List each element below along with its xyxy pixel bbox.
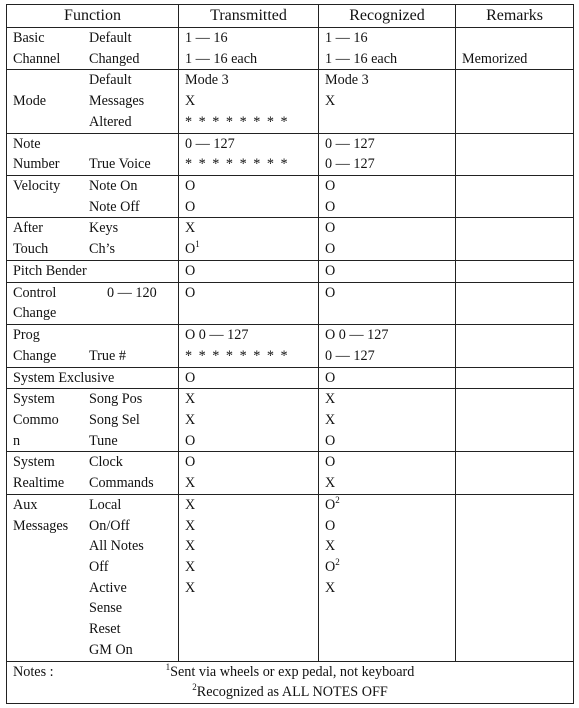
transmitted-value: O — [185, 454, 196, 471]
recognized-cell — [319, 28, 456, 70]
recognized-line — [325, 303, 449, 324]
remarks-line — [462, 176, 567, 197]
recognized-line — [325, 112, 449, 133]
remarks-line — [462, 303, 567, 324]
function-sub: Ch’s — [89, 241, 116, 258]
recognized-value: 0 — 127 — [325, 135, 375, 152]
function-line — [13, 91, 172, 112]
transmitted-line — [185, 410, 312, 431]
transmitted-value: O — [185, 262, 196, 279]
recognized-cell — [319, 452, 456, 494]
remarks-line — [462, 197, 567, 218]
recognized-cell — [319, 133, 456, 175]
recognized-value: O — [325, 369, 336, 386]
function-sub: Note Off — [89, 198, 140, 215]
remarks-line — [462, 325, 567, 346]
table-row — [7, 176, 574, 218]
remarks-line — [462, 640, 567, 661]
recognized-value: O — [325, 558, 336, 575]
remarks-cell — [456, 133, 574, 175]
remarks-cell — [456, 367, 574, 389]
transmitted-cell — [179, 133, 319, 175]
header-row — [7, 5, 574, 28]
remarks-line — [462, 410, 567, 431]
function-label: After — [13, 220, 43, 237]
recognized-value: X — [325, 579, 336, 596]
header-recognized: Recognized — [319, 5, 456, 28]
remarks-cell — [456, 494, 574, 661]
function-sub: True # — [89, 347, 126, 364]
function-line — [13, 598, 172, 619]
transmitted-value: 1 — 16 each — [185, 50, 258, 67]
recognized-value: O — [325, 241, 336, 258]
note-number: 2 — [192, 682, 197, 693]
remarks-line — [462, 49, 567, 70]
transmitted-value: O — [185, 369, 196, 386]
transmitted-cell — [179, 176, 319, 218]
recognized-line — [325, 431, 449, 452]
remarks-cell — [456, 176, 574, 218]
notes-row — [7, 661, 574, 703]
recognized-line — [325, 473, 449, 494]
recognized-cell — [319, 176, 456, 218]
footnote-marker: 1 — [195, 239, 200, 250]
function-cell — [7, 133, 179, 175]
recognized-line — [325, 283, 449, 304]
recognized-cell — [319, 260, 456, 282]
recognized-line — [325, 134, 449, 155]
recognized-line — [325, 346, 449, 367]
transmitted-line — [185, 283, 312, 304]
table-row — [7, 494, 574, 661]
remarks-line — [462, 261, 567, 282]
recognized-line — [325, 239, 449, 260]
function-cell — [7, 494, 179, 661]
function-line — [13, 176, 172, 197]
remarks-line — [462, 389, 567, 410]
function-line — [13, 452, 172, 473]
transmitted-line — [185, 218, 312, 239]
function-label: Control — [13, 284, 57, 301]
function-sub: Changed — [89, 50, 140, 67]
recognized-value: X — [325, 391, 336, 408]
function-label: Basic — [13, 30, 45, 46]
notes-list — [13, 662, 567, 703]
recognized-line — [325, 325, 449, 346]
transmitted-line — [185, 49, 312, 70]
function-label: Realtime — [13, 475, 65, 492]
transmitted-line — [185, 368, 312, 389]
transmitted-cell — [179, 367, 319, 389]
function-line — [13, 70, 172, 91]
table-row — [7, 260, 574, 282]
function-line — [13, 325, 172, 346]
function-cell — [7, 28, 179, 70]
remarks-line — [462, 368, 567, 389]
function-line — [13, 389, 172, 410]
transmitted-line — [185, 28, 312, 49]
recognized-line — [325, 495, 449, 516]
function-sub: All Notes — [89, 538, 144, 555]
transmitted-line — [185, 261, 312, 282]
table-row — [7, 218, 574, 260]
remarks-line — [462, 218, 567, 239]
remarks-line — [462, 134, 567, 155]
header-function: Function — [7, 5, 179, 28]
remarks-line — [462, 619, 567, 640]
function-sub: Tune — [89, 432, 118, 449]
function-label: System — [13, 454, 55, 471]
function-sub: Off — [89, 558, 109, 575]
function-sub: Commands — [89, 475, 154, 492]
recognized-value: O — [325, 432, 336, 449]
function-sub: Altered — [89, 113, 132, 130]
transmitted-line — [185, 91, 312, 112]
function-label: Change — [13, 347, 57, 364]
function-label: Touch — [13, 241, 49, 258]
function-line — [13, 619, 172, 640]
function-line — [13, 218, 172, 239]
function-line — [13, 28, 172, 49]
function-sub: Messages — [89, 93, 145, 110]
recognized-cell — [319, 282, 456, 324]
remarks-cell — [456, 389, 574, 452]
recognized-cell — [319, 389, 456, 452]
recognized-line — [325, 261, 449, 282]
function-line — [13, 346, 172, 367]
transmitted-line — [185, 325, 312, 346]
recognized-value: O — [325, 517, 336, 534]
function-cell — [7, 70, 179, 133]
transmitted-line — [185, 112, 312, 133]
function-line — [13, 49, 172, 70]
function-line — [13, 283, 172, 304]
function-label: Messages — [13, 517, 69, 534]
transmitted-line — [185, 473, 312, 494]
transmitted-value: X — [185, 411, 196, 428]
transmitted-line — [185, 239, 312, 260]
transmitted-line — [185, 516, 312, 537]
function-sub: 0 — 120 — [107, 284, 157, 301]
footnote-marker: 2 — [335, 556, 340, 567]
transmitted-line — [185, 536, 312, 557]
recognized-value: 0 — 127 — [325, 347, 375, 364]
recognized-line — [325, 197, 449, 218]
transmitted-line — [185, 578, 312, 599]
table-row — [7, 133, 574, 175]
transmitted-value: O — [185, 432, 196, 449]
recognized-value: X — [325, 538, 336, 555]
transmitted-value: X — [185, 579, 196, 596]
transmitted-value: * * * * * * * * — [185, 347, 290, 364]
remarks-cell — [456, 260, 574, 282]
function-sub: Default — [89, 30, 132, 46]
table-row — [7, 325, 574, 367]
remarks-value: Memorized — [462, 50, 528, 67]
function-label: Pitch Bender — [13, 262, 87, 279]
function-line — [13, 239, 172, 260]
transmitted-cell — [179, 325, 319, 367]
recognized-line — [325, 598, 449, 619]
function-line — [13, 134, 172, 155]
function-label: Prog — [13, 327, 40, 344]
recognized-line — [325, 176, 449, 197]
remarks-cell — [456, 70, 574, 133]
function-label: System — [13, 391, 55, 408]
function-line — [13, 473, 172, 494]
function-sub: Song Pos — [89, 391, 143, 408]
recognized-cell — [319, 325, 456, 367]
function-cell — [7, 389, 179, 452]
transmitted-cell — [179, 452, 319, 494]
function-sub: Clock — [89, 454, 123, 471]
transmitted-value: X — [185, 93, 196, 110]
recognized-line — [325, 91, 449, 112]
recognized-line — [325, 154, 449, 175]
remarks-cell — [456, 452, 574, 494]
table-row — [7, 28, 574, 70]
function-cell — [7, 367, 179, 389]
function-sub: GM On — [89, 641, 133, 658]
recognized-value: O — [325, 496, 336, 513]
recognized-value: O — [325, 220, 336, 237]
transmitted-value: X — [185, 517, 196, 534]
transmitted-value: Mode 3 — [185, 72, 229, 89]
function-label: Commo — [13, 411, 59, 428]
transmitted-value: * * * * * * * * — [185, 113, 290, 130]
transmitted-value: X — [185, 558, 196, 575]
function-line — [13, 197, 172, 218]
transmitted-value: X — [185, 496, 196, 513]
transmitted-line — [185, 495, 312, 516]
function-label: Number — [13, 156, 60, 173]
transmitted-value: O 0 — 127 — [185, 327, 249, 344]
notes-label: Notes : — [13, 663, 54, 680]
function-line — [13, 303, 172, 324]
footnote-marker: 2 — [335, 494, 340, 505]
transmitted-cell — [179, 218, 319, 260]
function-label: Channel — [13, 50, 61, 67]
table-row — [7, 452, 574, 494]
function-sub: Active — [89, 579, 127, 596]
function-line — [13, 495, 172, 516]
transmitted-line — [185, 640, 312, 661]
transmitted-value: O — [185, 178, 196, 195]
table-row — [7, 367, 574, 389]
function-line — [13, 410, 172, 431]
transmitted-line — [185, 70, 312, 91]
recognized-line — [325, 70, 449, 91]
recognized-line — [325, 368, 449, 389]
transmitted-line — [185, 389, 312, 410]
function-label: Velocity — [13, 178, 61, 195]
transmitted-cell — [179, 28, 319, 70]
remarks-line — [462, 431, 567, 452]
recognized-value: X — [325, 475, 336, 492]
function-cell — [7, 452, 179, 494]
transmitted-cell — [179, 389, 319, 452]
remarks-line — [462, 578, 567, 599]
recognized-line — [325, 578, 449, 599]
transmitted-value: X — [185, 220, 196, 237]
recognized-value: 0 — 127 — [325, 156, 375, 173]
remarks-line — [462, 452, 567, 473]
note-item — [13, 682, 567, 703]
function-sub: Note On — [89, 178, 138, 195]
remarks-line — [462, 473, 567, 494]
transmitted-value: O — [185, 241, 196, 258]
recognized-cell — [319, 494, 456, 661]
remarks-cell — [456, 282, 574, 324]
function-sub: Keys — [89, 220, 119, 237]
midi-implementation-chart — [6, 4, 574, 704]
recognized-cell — [319, 218, 456, 260]
remarks-line — [462, 283, 567, 304]
function-line — [13, 536, 172, 557]
remarks-line — [462, 346, 567, 367]
recognized-line — [325, 557, 449, 578]
recognized-value: Mode 3 — [325, 72, 369, 89]
function-sub: Local — [89, 496, 122, 513]
transmitted-value: 0 — 127 — [185, 135, 235, 152]
remarks-line — [462, 112, 567, 133]
remarks-line — [462, 239, 567, 260]
recognized-cell — [319, 367, 456, 389]
remarks-line — [462, 536, 567, 557]
recognized-value: X — [325, 93, 336, 110]
recognized-value: X — [325, 411, 336, 428]
recognized-value: 1 — 16 — [325, 30, 368, 46]
recognized-value: O — [325, 284, 336, 301]
recognized-line — [325, 389, 449, 410]
recognized-line — [325, 619, 449, 640]
recognized-value: O — [325, 178, 336, 195]
remarks-line — [462, 557, 567, 578]
remarks-line — [462, 516, 567, 537]
remarks-cell — [456, 28, 574, 70]
function-sub: Song Sel — [89, 411, 140, 428]
function-cell — [7, 282, 179, 324]
table-row — [7, 282, 574, 324]
function-sub: True Voice — [89, 156, 151, 173]
note-item — [13, 662, 567, 683]
remarks-line — [462, 154, 567, 175]
remarks-line — [462, 28, 567, 49]
transmitted-line — [185, 557, 312, 578]
transmitted-cell — [179, 260, 319, 282]
remarks-line — [462, 91, 567, 112]
recognized-value: O — [325, 454, 336, 471]
transmitted-line — [185, 176, 312, 197]
recognized-line — [325, 452, 449, 473]
transmitted-line — [185, 346, 312, 367]
transmitted-line — [185, 134, 312, 155]
transmitted-value: X — [185, 538, 196, 555]
remarks-cell — [456, 325, 574, 367]
function-label: System Exclusive — [13, 369, 115, 386]
function-sub: Default — [89, 72, 132, 89]
table-row — [7, 70, 574, 133]
transmitted-value: O — [185, 284, 196, 301]
function-line — [13, 431, 172, 452]
function-sub: On/Off — [89, 517, 130, 534]
transmitted-cell — [179, 282, 319, 324]
function-cell — [7, 260, 179, 282]
recognized-value: 1 — 16 each — [325, 50, 398, 67]
recognized-cell — [319, 70, 456, 133]
transmitted-line — [185, 598, 312, 619]
function-label: Note — [13, 135, 41, 152]
transmitted-line — [185, 197, 312, 218]
table-row — [7, 389, 574, 452]
function-label: Change — [13, 305, 57, 322]
function-sub: Reset — [89, 620, 121, 637]
function-line — [13, 640, 172, 661]
function-line — [13, 154, 172, 175]
header-remarks: Remarks — [456, 5, 574, 28]
recognized-value: O — [325, 262, 336, 279]
function-label: n — [13, 432, 21, 449]
function-line — [13, 578, 172, 599]
recognized-line — [325, 410, 449, 431]
transmitted-value: O — [185, 198, 196, 215]
function-line — [13, 516, 172, 537]
function-cell — [7, 325, 179, 367]
transmitted-value: * * * * * * * * — [185, 156, 290, 173]
transmitted-value: X — [185, 475, 196, 492]
chart-body — [7, 28, 574, 662]
recognized-line — [325, 49, 449, 70]
function-sub: Sense — [89, 600, 123, 617]
function-cell — [7, 176, 179, 218]
function-line — [13, 557, 172, 578]
function-cell — [7, 218, 179, 260]
function-line — [13, 112, 172, 133]
recognized-line — [325, 536, 449, 557]
function-line — [13, 368, 172, 389]
note-text: Sent via wheels or exp pedal, not keyboard — [170, 663, 415, 680]
transmitted-value: X — [185, 391, 196, 408]
transmitted-line — [185, 154, 312, 175]
recognized-value: O — [325, 198, 336, 215]
transmitted-cell — [179, 494, 319, 661]
remarks-cell — [456, 218, 574, 260]
remarks-line — [462, 598, 567, 619]
remarks-line — [462, 495, 567, 516]
note-number: 1 — [165, 661, 171, 672]
remarks-line — [462, 70, 567, 91]
notes-cell — [7, 661, 574, 703]
note-text: Recognized as ALL NOTES OFF — [196, 684, 388, 701]
recognized-line — [325, 28, 449, 49]
header-transmitted: Transmitted — [179, 5, 319, 28]
recognized-line — [325, 640, 449, 661]
recognized-value: O 0 — 127 — [325, 327, 389, 344]
recognized-line — [325, 218, 449, 239]
function-label: Aux — [13, 496, 38, 513]
recognized-line — [325, 516, 449, 537]
transmitted-value: 1 — 16 — [185, 30, 228, 46]
transmitted-line — [185, 431, 312, 452]
transmitted-line — [185, 619, 312, 640]
transmitted-line — [185, 452, 312, 473]
transmitted-line — [185, 303, 312, 324]
transmitted-cell — [179, 70, 319, 133]
function-line — [13, 261, 172, 282]
function-label: Mode — [13, 93, 47, 110]
